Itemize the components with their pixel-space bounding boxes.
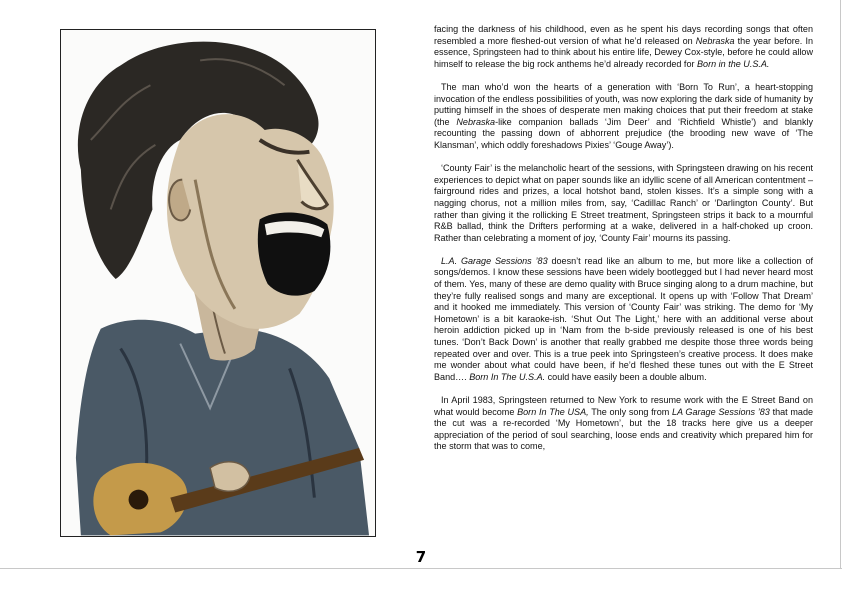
paragraph-2	[434, 82, 813, 152]
bottom-divider	[0, 568, 842, 569]
italic-title-text: Born in the U.S.A.	[697, 58, 770, 69]
right-edge-divider	[840, 0, 841, 569]
page-number: 7	[415, 548, 427, 566]
paragraph-1	[434, 24, 813, 70]
body-text: facing the darkness of his childhood, even as he spent his days recording songs that often resembled a more fleshed-out version of what he’d released on	[434, 24, 813, 46]
italic-title-text: LA Garage Sessions ’83	[671, 406, 770, 417]
body-text: could have easily been a double album.	[545, 371, 707, 382]
paragraph-3	[434, 163, 813, 244]
italic-title-text: L.A. Garage Sessions ’83	[441, 255, 548, 266]
body-text: that made the cut was a re-recorded ‘My Hometown’, but the 18 tracks here give us a deeper appreciation of the period of soul searching, loose ends and creativity which prepared him for the storm that was to come,	[434, 406, 814, 452]
paragraph-4	[434, 256, 813, 384]
caricature-drawing	[61, 30, 375, 536]
paragraph-5	[434, 395, 813, 453]
body-text: The man who’d won the hearts of a generation with ‘Born To Run’, a heart-stopping invocation of the endless possibilities of youth, was now exploring the dark side of humanity by putting himself in the shoes of desperate men making choices that put their freedom at stake (the	[434, 81, 813, 127]
article-text-column	[434, 24, 813, 465]
body-text: In April 1983, Springsteen returned to New York to resume work with the E Street Band on what would become	[434, 395, 813, 417]
body-text: the year before. In essence, Springsteen had to think about his entire life, Dewey Cox-style, before he could allow himself to release the big rock anthems he’d already recorded for	[434, 35, 813, 69]
italic-title-text: Born In The U.S.A.	[469, 371, 546, 382]
caricature-illustration	[60, 29, 376, 537]
italic-title-text: Born In The USA,	[517, 406, 589, 417]
italic-title-text: Nebraska	[695, 35, 735, 46]
body-text: The only song from	[588, 406, 672, 417]
body-text: doesn’t read like an album to me, but more like a collection of songs/demos. I know these sessions have been widely bootlegged but I had never heard most of them. Yes, many of these are demo quality with Bruce singing along to a drum machine, but they’re fully realised songs and many are exceptional. It opens up with ‘Follow That Dream’ and it hooked me immediately. This version of ‘County Fair’ was striking. The demo for ‘My Hometown’ is a bit karaoke-ish. ‘Shut Out The Light,’ here with an additional verse about heroin addiction picked up in ‘Nam from the b-side previously released is one of his best tunes. ‘Don’t Back Down’ is another that really grabbed me despite those three words being repeated over and over. This is a true peek into Springsteen’s creative process. It does make me wonder about what could have been, if he’d fleshed these tunes out with the E Street Band….	[434, 255, 813, 382]
italic-title-text: Nebraska	[456, 116, 496, 127]
body-text: -like companion ballads ‘Jim Deer’ and ‘Richfield Whistle’) and blankly recounting the passing down of abhorrent prejudice (the brooding new wave of ‘The Klansman’, which oddly foreshadows Pixies’ ‘Gouge Away’).	[434, 116, 813, 150]
body-text: ‘County Fair’ is the melancholic heart of the sessions, with Springsteen drawing on his recent experiences to depict what on paper sounds like an idyllic scene of all American contentment – fairground rides and prizes, a local hotshot band, stolen kisses. It’s a simple song with a nagging chorus, not a million miles from, say, ‘Cadillac Ranch’ or ‘Darlington County’. But rather than giving it the rollicking E Street treatment, Springsteen strips it back to a mournful R&B ballad, think the Drifters performing at a wake, delivered in a half-choked up croon. Rather than celebrating a moment of joy, ‘County Fair’ mourns its passing.	[434, 163, 813, 243]
